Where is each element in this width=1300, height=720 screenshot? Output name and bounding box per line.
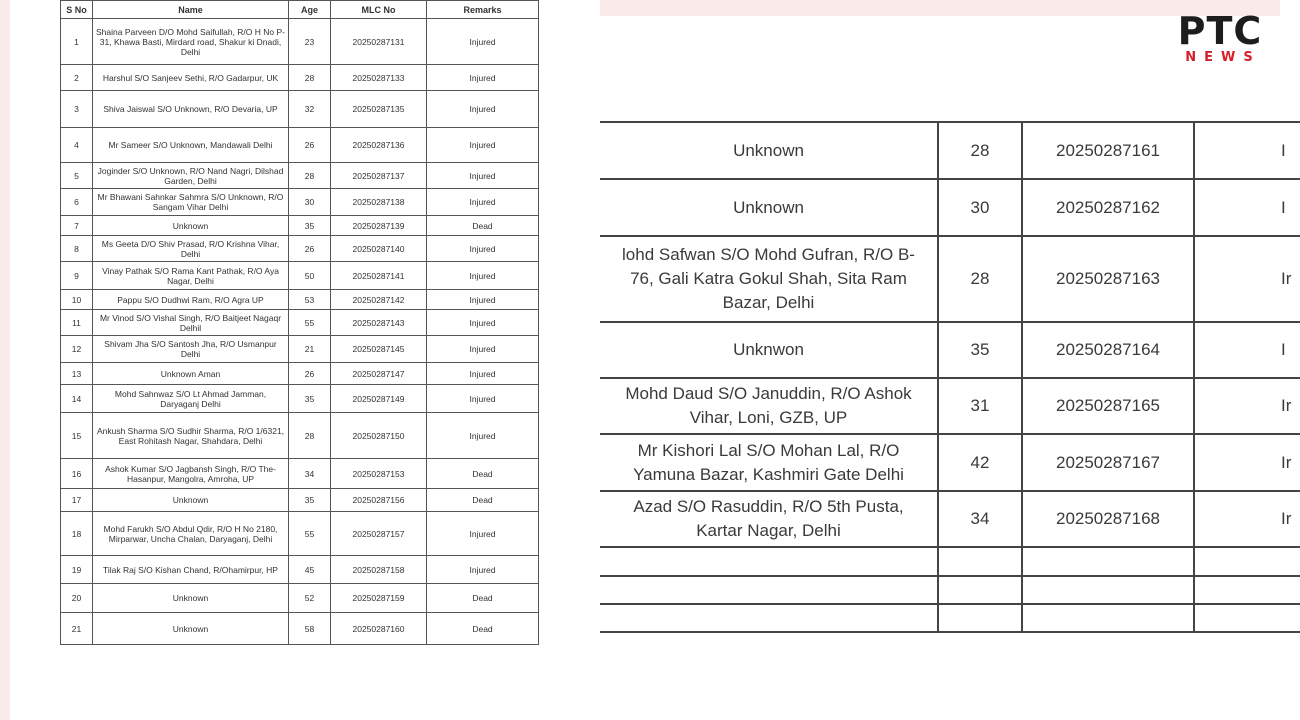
table-row bbox=[600, 491, 1300, 547]
cell-sno: 9 bbox=[61, 262, 93, 290]
header-mlc-no: MLC No bbox=[331, 1, 427, 19]
table-row bbox=[61, 512, 539, 556]
table-row bbox=[600, 604, 1300, 632]
cell-age: 34 bbox=[938, 491, 1022, 547]
cell-remarks: Injured bbox=[427, 556, 539, 584]
table-row bbox=[61, 290, 539, 310]
cell-age bbox=[938, 547, 1022, 576]
cell-age: 26 bbox=[289, 363, 331, 385]
cell-remarks: Injured bbox=[427, 336, 539, 363]
cell-name: Shivam Jha S/O Santosh Jha, R/O Usmanpur Delhi bbox=[93, 336, 289, 363]
cell-sno: 14 bbox=[61, 385, 93, 413]
cell-age: 53 bbox=[289, 290, 331, 310]
cell-sno: 2 bbox=[61, 65, 93, 91]
cell-mlc bbox=[1022, 547, 1194, 576]
cell-mlc: 20250287161 bbox=[1022, 122, 1194, 179]
cell-remarks: Dead bbox=[427, 613, 539, 645]
cell-remarks: Dead bbox=[427, 489, 539, 512]
logo-main-text: PTC bbox=[1177, 9, 1263, 53]
table-row bbox=[600, 179, 1300, 236]
table-row bbox=[61, 216, 539, 236]
cell-mlc: 20250287135 bbox=[331, 91, 427, 128]
cell-name: Mohd Farukh S/O Abdul Qdir, R/O H No 2180, Mirparwar, Uncha Chalan, Daryaganj, Delhi bbox=[93, 512, 289, 556]
cell-mlc: 20250287159 bbox=[331, 584, 427, 613]
table-row bbox=[600, 547, 1300, 576]
cell-mlc: 20250287163 bbox=[1022, 236, 1194, 322]
cell-name: Shaina Parveen D/O Mohd Saifullah, R/O H No P-31, Khawa Basti, Mirdard road, Shakur ki Dnadi, Delhi bbox=[93, 19, 289, 65]
table-row bbox=[61, 413, 539, 459]
cell-age: 28 bbox=[289, 65, 331, 91]
cell-remarks: Injured bbox=[427, 19, 539, 65]
table-row bbox=[61, 336, 539, 363]
right-table bbox=[600, 121, 1300, 633]
ptc-news-logo bbox=[1168, 9, 1272, 70]
header-name: Name bbox=[93, 1, 289, 19]
table-row bbox=[61, 385, 539, 413]
cell-name: Vinay Pathak S/O Rama Kant Pathak, R/O Aya Nagar, Delhi bbox=[93, 262, 289, 290]
cell-age: 28 bbox=[289, 413, 331, 459]
cell-mlc: 20250287140 bbox=[331, 236, 427, 262]
table-row bbox=[600, 122, 1300, 179]
table-row bbox=[61, 236, 539, 262]
cell-name: Mr Bhawani Sahnkar Sahmra S/O Unknown, R/O Sangam Vihar Delhi bbox=[93, 189, 289, 216]
cell-name: Tilak Raj S/O Kishan Chand, R/Ohamirpur, HP bbox=[93, 556, 289, 584]
cell-age: 52 bbox=[289, 584, 331, 613]
cell-remarks: Injured bbox=[427, 163, 539, 189]
cell-name: Ankush Sharma S/O Sudhir Sharma, R/O 1/6321, East Rohitash Nagar, Shahdara, Delhi bbox=[93, 413, 289, 459]
cell-name: Unknown bbox=[93, 584, 289, 613]
cell-mlc: 20250287141 bbox=[331, 262, 427, 290]
header-age: Age bbox=[289, 1, 331, 19]
casualty-list-table-left bbox=[60, 0, 538, 716]
table-row bbox=[61, 65, 539, 91]
table-row bbox=[61, 19, 539, 65]
cell-name: Unknown bbox=[600, 179, 938, 236]
table-row bbox=[600, 434, 1300, 491]
cell-mlc: 20250287168 bbox=[1022, 491, 1194, 547]
cell-age: 28 bbox=[938, 122, 1022, 179]
cell-name: Pappu S/O Dudhwi Ram, R/O Agra UP bbox=[93, 290, 289, 310]
cell-name: Shiva Jaiswal S/O Unknown, R/O Devaria, UP bbox=[93, 91, 289, 128]
cell-mlc: 20250287153 bbox=[331, 459, 427, 489]
cell-sno: 7 bbox=[61, 216, 93, 236]
cell-mlc: 20250287165 bbox=[1022, 378, 1194, 434]
cell-sno: 6 bbox=[61, 189, 93, 216]
cell-name: lohd Safwan S/O Mohd Gufran, R/O B- 76, Gali Katra Gokul Shah, Sita Ram Bazar, Delhi bbox=[600, 236, 938, 322]
cell-sno: 13 bbox=[61, 363, 93, 385]
cell-age: 55 bbox=[289, 310, 331, 336]
cell-sno: 15 bbox=[61, 413, 93, 459]
cell-age: 42 bbox=[938, 434, 1022, 491]
cell-sno: 20 bbox=[61, 584, 93, 613]
cell-mlc: 20250287133 bbox=[331, 65, 427, 91]
cell-age: 35 bbox=[938, 322, 1022, 378]
cell-remarks: Injured bbox=[427, 413, 539, 459]
cell-remarks bbox=[1194, 547, 1300, 576]
cell-name bbox=[600, 604, 938, 632]
cell-sno: 1 bbox=[61, 19, 93, 65]
cell-remarks: Injured bbox=[427, 385, 539, 413]
left-table bbox=[60, 0, 539, 645]
cell-name: Mr Kishori Lal S/O Mohan Lal, R/O Yamuna Bazar, Kashmiri Gate Delhi bbox=[600, 434, 938, 491]
cell-age: 30 bbox=[289, 189, 331, 216]
cell-age: 31 bbox=[938, 378, 1022, 434]
cell-name: Unknwon bbox=[600, 322, 938, 378]
cell-name: Joginder S/O Unknown, R/O Nand Nagri, Dilshad Garden, Delhi bbox=[93, 163, 289, 189]
cell-mlc: 20250287158 bbox=[331, 556, 427, 584]
cell-age: 58 bbox=[289, 613, 331, 645]
cell-mlc: 20250287157 bbox=[331, 512, 427, 556]
cell-age bbox=[938, 576, 1022, 604]
cell-remarks: I bbox=[1194, 122, 1300, 179]
logo-sub-text: NEWS bbox=[1185, 50, 1261, 65]
cell-sno: 8 bbox=[61, 236, 93, 262]
casualty-list-table-right bbox=[600, 121, 1292, 641]
cell-mlc: 20250287142 bbox=[331, 290, 427, 310]
cell-name: Unknown bbox=[93, 216, 289, 236]
cell-name bbox=[600, 547, 938, 576]
cell-sno: 3 bbox=[61, 91, 93, 128]
table-row bbox=[600, 576, 1300, 604]
cell-age: 26 bbox=[289, 128, 331, 163]
cell-remarks: Injured bbox=[427, 128, 539, 163]
cell-age: 21 bbox=[289, 336, 331, 363]
cell-remarks: I bbox=[1194, 179, 1300, 236]
cell-mlc: 20250287136 bbox=[331, 128, 427, 163]
cell-remarks: Ir bbox=[1194, 236, 1300, 322]
cell-sno: 19 bbox=[61, 556, 93, 584]
cell-remarks bbox=[1194, 604, 1300, 632]
cell-remarks: Injured bbox=[427, 189, 539, 216]
table-row bbox=[61, 262, 539, 290]
cell-remarks: Dead bbox=[427, 216, 539, 236]
header-sno: S No bbox=[61, 1, 93, 19]
left-background-strip bbox=[0, 0, 10, 720]
cell-sno: 11 bbox=[61, 310, 93, 336]
table-row bbox=[61, 584, 539, 613]
cell-age: 35 bbox=[289, 385, 331, 413]
left-table-body bbox=[61, 19, 539, 645]
cell-name: Azad S/O Rasuddin, R/O 5th Pusta, Kartar Nagar, Delhi bbox=[600, 491, 938, 547]
cell-remarks: Ir bbox=[1194, 434, 1300, 491]
cell-age: 35 bbox=[289, 489, 331, 512]
table-row bbox=[600, 322, 1300, 378]
cell-remarks: Injured bbox=[427, 236, 539, 262]
table-row bbox=[61, 363, 539, 385]
table-row bbox=[61, 613, 539, 645]
table-row bbox=[61, 128, 539, 163]
cell-mlc: 20250287145 bbox=[331, 336, 427, 363]
cell-remarks: Ir bbox=[1194, 378, 1300, 434]
cell-mlc: 20250287164 bbox=[1022, 322, 1194, 378]
cell-sno: 12 bbox=[61, 336, 93, 363]
cell-name bbox=[600, 576, 938, 604]
cell-sno: 17 bbox=[61, 489, 93, 512]
table-row bbox=[61, 310, 539, 336]
cell-remarks: Injured bbox=[427, 262, 539, 290]
cell-age: 32 bbox=[289, 91, 331, 128]
table-row bbox=[61, 91, 539, 128]
cell-mlc: 20250287147 bbox=[331, 363, 427, 385]
cell-name: Unknown bbox=[93, 613, 289, 645]
cell-age: 35 bbox=[289, 216, 331, 236]
cell-age: 28 bbox=[938, 236, 1022, 322]
cell-sno: 4 bbox=[61, 128, 93, 163]
cell-name: Unknown bbox=[600, 122, 938, 179]
cell-mlc: 20250287149 bbox=[331, 385, 427, 413]
cell-remarks: Injured bbox=[427, 91, 539, 128]
cell-mlc: 20250287160 bbox=[331, 613, 427, 645]
cell-remarks: Injured bbox=[427, 290, 539, 310]
cell-mlc: 20250287138 bbox=[331, 189, 427, 216]
cell-age: 28 bbox=[289, 163, 331, 189]
cell-remarks: Dead bbox=[427, 459, 539, 489]
left-table-header-row bbox=[61, 1, 539, 19]
table-row bbox=[600, 378, 1300, 434]
cell-name: Mohd Sahnwaz S/O Lt Ahmad Jamman, Daryaganj Delhi bbox=[93, 385, 289, 413]
cell-remarks: Injured bbox=[427, 512, 539, 556]
cell-remarks: Injured bbox=[427, 310, 539, 336]
cell-mlc: 20250287143 bbox=[331, 310, 427, 336]
cell-remarks: Dead bbox=[427, 584, 539, 613]
cell-mlc: 20250287137 bbox=[331, 163, 427, 189]
cell-age: 55 bbox=[289, 512, 331, 556]
cell-age: 50 bbox=[289, 262, 331, 290]
right-table-body bbox=[600, 122, 1300, 632]
cell-sno: 18 bbox=[61, 512, 93, 556]
cell-sno: 5 bbox=[61, 163, 93, 189]
cell-mlc: 20250287167 bbox=[1022, 434, 1194, 491]
cell-remarks: Ir bbox=[1194, 491, 1300, 547]
table-row bbox=[61, 556, 539, 584]
cell-age: 30 bbox=[938, 179, 1022, 236]
cell-age: 34 bbox=[289, 459, 331, 489]
cell-name: Mr Sameer S/O Unknown, Mandawali Delhi bbox=[93, 128, 289, 163]
cell-name: Mohd Daud S/O Januddin, R/O Ashok Vihar, Loni, GZB, UP bbox=[600, 378, 938, 434]
cell-name: Mr Vinod S/O Vishal Singh, R/O Baitjeet Nagaqr Delhil bbox=[93, 310, 289, 336]
cell-age: 26 bbox=[289, 236, 331, 262]
cell-name: Unknown bbox=[93, 489, 289, 512]
cell-mlc: 20250287131 bbox=[331, 19, 427, 65]
cell-remarks: Injured bbox=[427, 363, 539, 385]
cell-mlc bbox=[1022, 604, 1194, 632]
cell-mlc bbox=[1022, 576, 1194, 604]
cell-sno: 16 bbox=[61, 459, 93, 489]
cell-mlc: 20250287150 bbox=[331, 413, 427, 459]
cell-sno: 10 bbox=[61, 290, 93, 310]
table-row bbox=[61, 489, 539, 512]
cell-name: Ms Geeta D/O Shiv Prasad, R/O Krishna Vihar, Delhi bbox=[93, 236, 289, 262]
table-row bbox=[61, 189, 539, 216]
table-row bbox=[61, 459, 539, 489]
cell-mlc: 20250287139 bbox=[331, 216, 427, 236]
cell-remarks: Injured bbox=[427, 65, 539, 91]
cell-name: Unknown Aman bbox=[93, 363, 289, 385]
table-row bbox=[600, 236, 1300, 322]
cell-mlc: 20250287162 bbox=[1022, 179, 1194, 236]
table-row bbox=[61, 163, 539, 189]
cell-age: 45 bbox=[289, 556, 331, 584]
cell-name: Harshul S/O Sanjeev Sethi, R/O Gadarpur, UK bbox=[93, 65, 289, 91]
cell-remarks: I bbox=[1194, 322, 1300, 378]
header-remarks: Remarks bbox=[427, 1, 539, 19]
cell-mlc: 20250287156 bbox=[331, 489, 427, 512]
cell-remarks bbox=[1194, 576, 1300, 604]
cell-sno: 21 bbox=[61, 613, 93, 645]
cell-age bbox=[938, 604, 1022, 632]
cell-name: Ashok Kumar S/O Jagbansh Singh, R/O The-Hasanpur, Mangolra, Amroha, UP bbox=[93, 459, 289, 489]
cell-age: 23 bbox=[289, 19, 331, 65]
